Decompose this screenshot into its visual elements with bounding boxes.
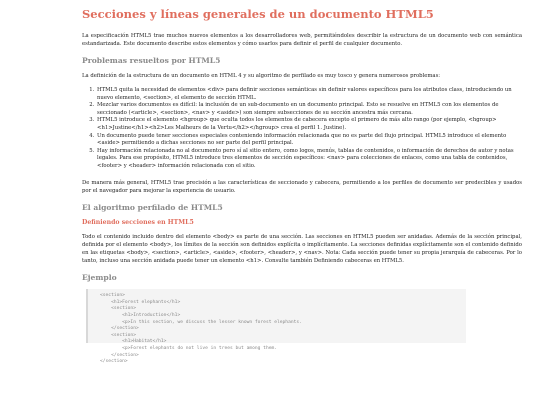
sections-paragraph: Todo el contenido incluido dentro del elemento <body> es parte de una sección. Las secciones en HTML5 pueden ser anidadas. Además de la sección principal, definida por el elemento <body>, los límites de la sección son definidos explícita o implícitamente. La secciones definidas explícitamente son el contenido definido en las etiquetas <body>, <section>, <article>, <aside>, <footer>, <header>, y <nav>. Nota: Cada sección puede tener su propia jerarquía de cabeceras. Por lo tanto, incluso una sección anidada puede tener un elemento <h1>. Consulte también Definiendo cabeceras en HTML5.: [82, 233, 522, 265]
page-title: Secciones y líneas generales de un documento HTML5: [82, 7, 434, 21]
section-heading-problems: Problemas resueltos por HTML5: [82, 55, 221, 65]
intro-paragraph: La especificación HTML5 trae muchos nuevos elementos a los desarrolladores web, permitiéndoles describir la estructura de un documento web con semántica estandarizada. Este documento describe estos elementos y cómo usarlos para definir el perfil de cualquier documento.: [82, 32, 522, 47]
closing-paragraph: De manera más general, HTML5 trae precisión a las características de seccionado y cabecera, permitiendo a los perfiles de documento ser predecibles y usados por el navegador para mejorar la experiencia de usuario.: [82, 179, 522, 194]
list-item: 4. Un documento puede tener secciones especiales conteniendo información relacionada que no es parte del flujo principal. HTML5 introduce el elemento <aside> permitiendo a dichas secciones no ser parte del perfil principal.: [96, 133, 522, 148]
section-heading-example: Ejemplo: [82, 273, 117, 283]
list-item: 2. Mezclar varios documentos es difícil: la inclusión de un sub-documento en un documento principal. Esto se resuelve en HTML5 con los elementos de seccionado (<article>, <section>, <nav> y <aside>) son siempre subsecciones de su sección ancestra más cercana.: [96, 102, 522, 117]
code-example: <section> <h1>Forest elephants</h1> <section> <h1>Introduction</h1> <p>In this section, we discuss the lesser known forest elephants. </section> <section> <h1>Habitat</h1> <p>Forest elephants do not live in trees but among them. </section> </section>: [86, 289, 466, 343]
list-item: 1. HTML5 quita la necesidad de elementos <div> para definir secciones semánticas sin definir valores específicos para los atributos class, introduciendo un nuevo elemento, <section>, el elemento de sección HTML.: [96, 87, 522, 102]
list-item: 5. Hay información relacionada no al documento pero sí al sitio entero, como logos, menús, tablas de contenidos, o información de derechos de autor y notas legales. Para ese propósito, HTML5 introduce tres elementos de sección específicos: <nav> para colecciones de enlaces, como una tabla de contenidos, <footer> y <header> información relacionada con el sitio.: [96, 148, 522, 171]
section-heading-algorithm: El algoritmo perfilado de HTML5: [82, 202, 223, 212]
list-item: 3. HTML5 introduce el elemento <hgroup> que oculta todos los elementos de cabecera excepto el primero de más alto rango (por ejemplo, <hgroup><h1>Justine</h1><h2>Les Malheurs de la Vertu</h2></hgroup> crea el perfil 1. Justine).: [96, 117, 522, 132]
subheading-defining-sections: Definiendo secciones en HTML5: [82, 218, 194, 226]
problems-list: [82, 87, 522, 171]
problems-paragraph: La definición de la estructura de un documento en HTML 4 y su algoritmo de perfilado es muy tosco y genera numerosos problemas:: [82, 72, 441, 79]
